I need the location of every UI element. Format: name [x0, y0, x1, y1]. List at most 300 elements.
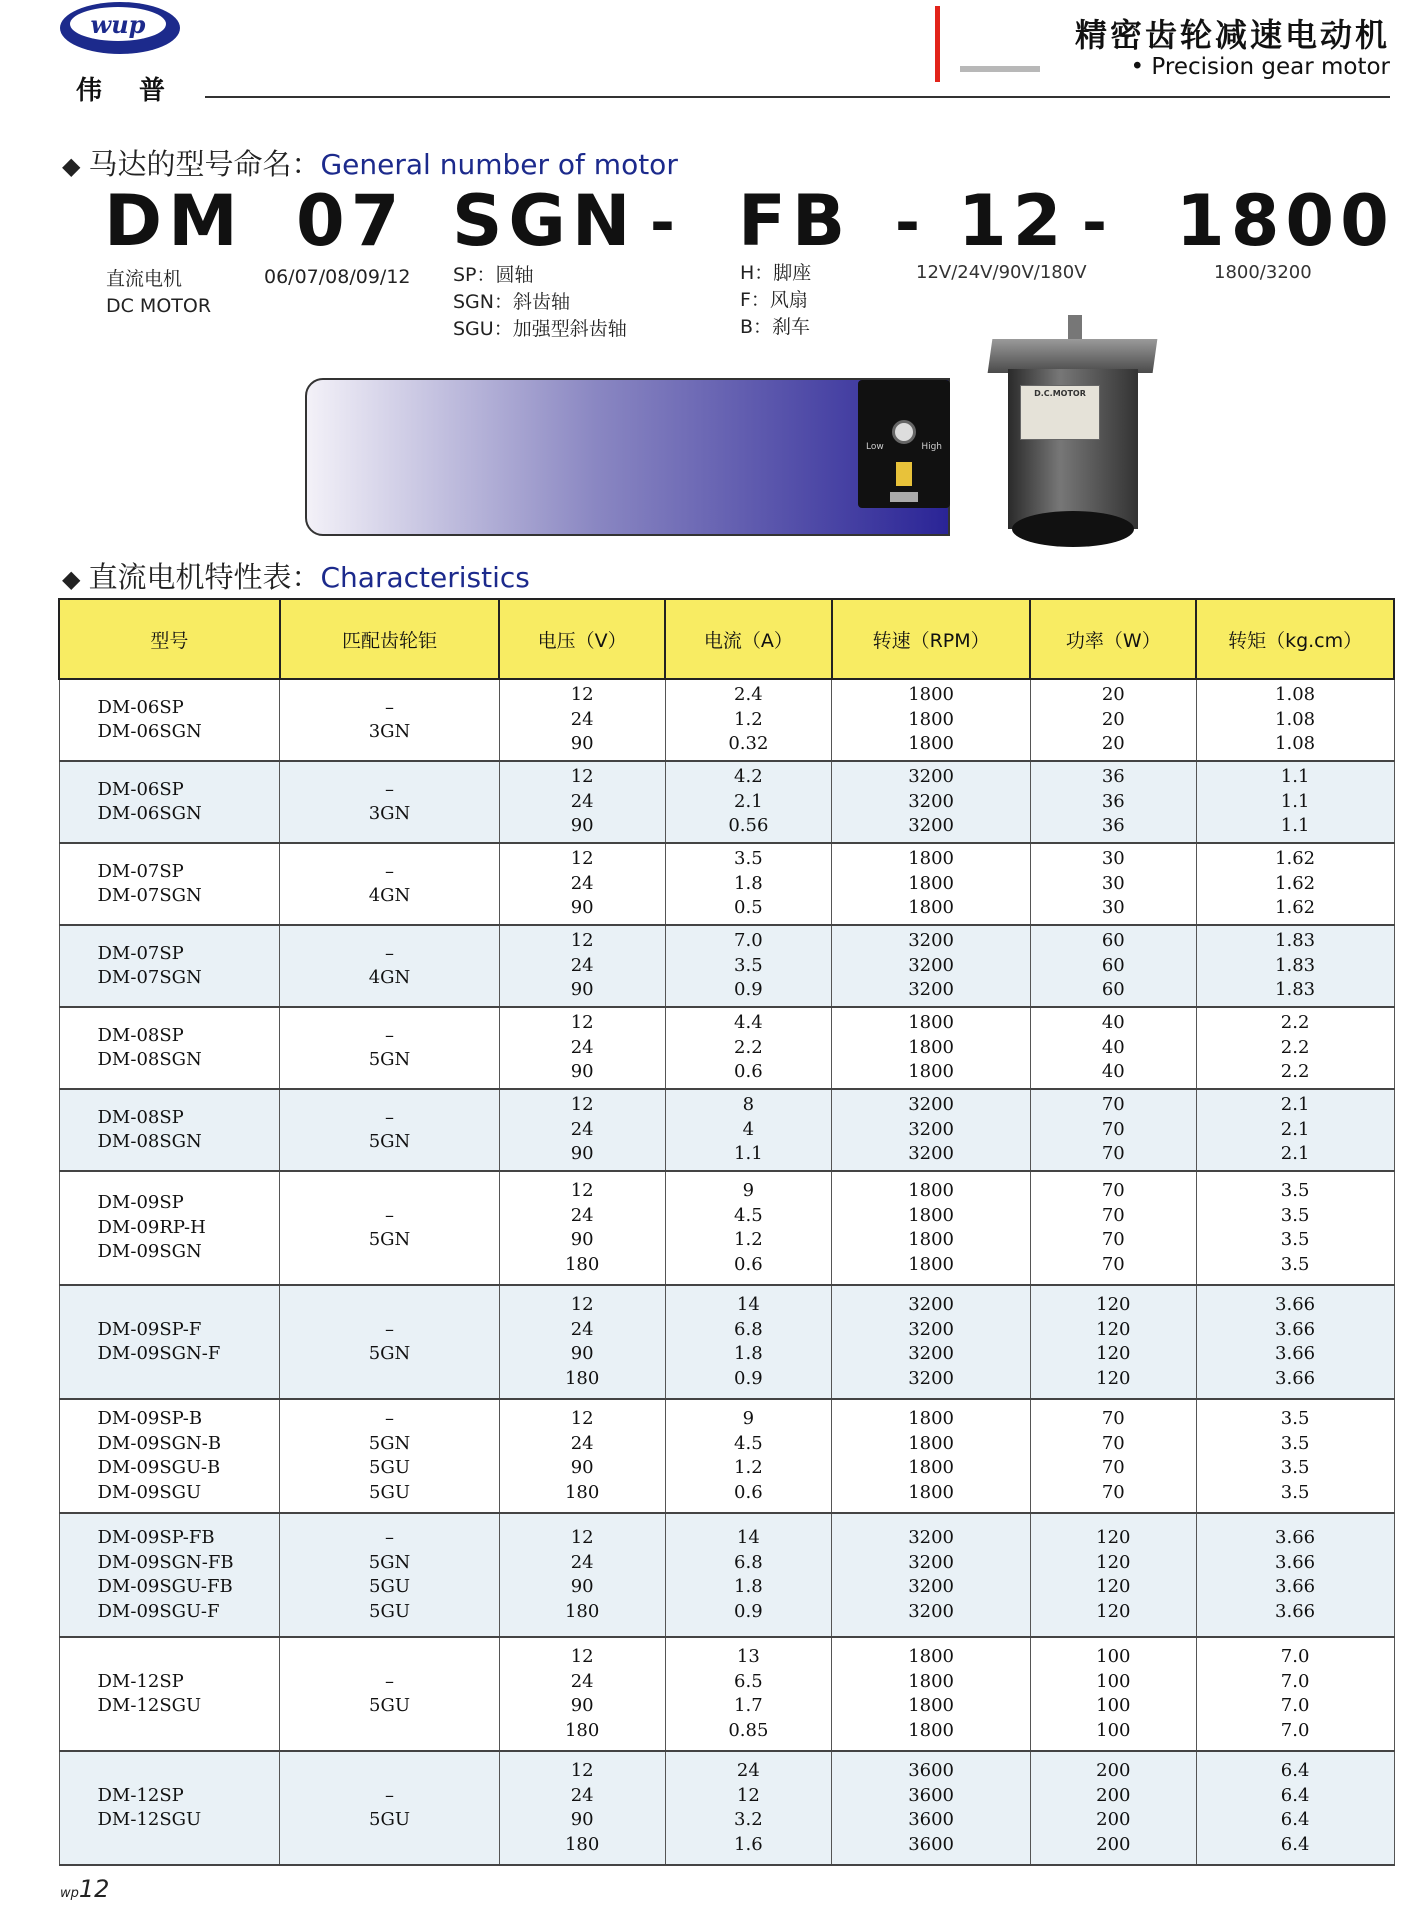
cell-gear [280, 925, 500, 1007]
cell-power [1030, 1171, 1196, 1285]
cell-value: 90 [570, 1576, 594, 1597]
cell-models [59, 1285, 280, 1399]
cell-power [1030, 761, 1196, 843]
characteristics-heading [62, 555, 530, 596]
cell-value: 24 [570, 1551, 594, 1573]
cell-value: 4.4 [734, 1012, 763, 1034]
cell-value: DM-09SGU-FB [97, 1576, 233, 1597]
cell-value: 12 [570, 848, 594, 870]
cell-value: 3.5 [1280, 1408, 1310, 1429]
code-separator: - [895, 188, 926, 258]
controller-switch [890, 492, 918, 502]
cell-current [665, 925, 832, 1007]
naming-heading-en: General number of motor [320, 148, 678, 181]
cell-current [665, 1399, 832, 1513]
cell-gear [280, 843, 500, 925]
header-gearbox: 匹配齿轮钜 [280, 599, 500, 679]
cell-value: 3200 [908, 979, 954, 1001]
cell-value: 3200 [908, 1551, 954, 1573]
desc-shaft-sgu: SGU：加强型斜齿轴 [453, 318, 627, 340]
cell-voltage [499, 1513, 665, 1637]
cell-value: 90 [570, 1695, 594, 1716]
header-torque: 转矩（kg.cm） [1196, 599, 1394, 679]
code-separator: - [1082, 188, 1113, 258]
cell-value: DM-09SGU [97, 1481, 202, 1503]
cell-value: 14 [736, 1527, 760, 1548]
cell-models [59, 1513, 280, 1637]
cell-value: 70 [1101, 1253, 1125, 1275]
cell-value: 70 [1101, 1432, 1125, 1454]
cell-current [665, 843, 832, 925]
cell-value: 120 [1096, 1551, 1131, 1573]
cell-value: DM-08SP [97, 1106, 184, 1128]
cell-power [1030, 1089, 1196, 1171]
cell-value: 3.66 [1275, 1318, 1316, 1340]
cell-models [59, 925, 280, 1007]
cell-value: 90 [570, 1143, 594, 1165]
cell-value: 30 [1101, 897, 1125, 919]
cell-value: 2.2 [734, 1036, 763, 1058]
cell-value: 6.4 [1280, 1833, 1310, 1855]
cell-value: 24 [736, 1760, 760, 1781]
cell-models [59, 761, 280, 843]
cell-value: 3600 [908, 1833, 954, 1855]
cell-value: 200 [1096, 1809, 1131, 1830]
gear-value: 5GU [369, 1600, 411, 1622]
cell-value: 180 [564, 1719, 600, 1741]
cell-value: 3600 [908, 1784, 954, 1806]
desc-sizes: 06/07/08/09/12 [264, 266, 411, 288]
cell-voltage [499, 761, 665, 843]
cell-value: 12 [570, 1180, 594, 1201]
cell-current [665, 1171, 832, 1285]
cell-value: 3.66 [1275, 1576, 1316, 1597]
cell-value: 2.4 [734, 684, 763, 706]
cell-value: 24 [570, 872, 594, 894]
cell-value: DM-06SP [97, 778, 184, 800]
desc-shaft-sgn: SGN：斜齿轴 [453, 291, 570, 313]
cell-value: 1800 [908, 733, 954, 755]
desc-options [740, 260, 811, 341]
cell-rpm [832, 1089, 1031, 1171]
cell-value: 70 [1101, 1408, 1125, 1429]
cell-torque [1196, 843, 1394, 925]
gear-value: 5GN [368, 1432, 411, 1454]
cell-rpm [832, 1513, 1031, 1637]
cell-value: 120 [1096, 1318, 1131, 1340]
cell-torque [1196, 1089, 1394, 1171]
cell-value: 1800 [908, 872, 954, 894]
cell-value: 7.0 [1280, 1719, 1310, 1741]
gear-mark-icon: – [385, 778, 395, 800]
cell-value: DM-09SP-F [97, 1318, 202, 1340]
desc-shaft-sp: SP：圆轴 [453, 264, 534, 286]
cell-value: 3.2 [734, 1809, 763, 1830]
cell-value: DM-08SP [97, 1024, 184, 1046]
cell-value: 180 [564, 1481, 600, 1503]
cell-torque [1196, 1751, 1394, 1865]
cell-value: 1.83 [1275, 979, 1316, 1001]
cell-value: 90 [570, 1343, 594, 1364]
desc-dc-motor [106, 266, 211, 320]
brand-name: 伟 普 [76, 76, 180, 106]
cell-value: 1800 [908, 1432, 954, 1454]
cell-value: 1.8 [734, 1343, 763, 1364]
gear-mark-icon: – [385, 1106, 395, 1128]
code-part-speed: 1800 [1176, 180, 1395, 262]
cell-value: 0.32 [728, 733, 769, 755]
cell-value: 7.0 [1280, 1670, 1310, 1692]
header-current: 电流（A） [665, 599, 832, 679]
cell-value: 120 [1096, 1343, 1131, 1364]
cell-value: 3200 [908, 930, 954, 952]
page-title-en: • Precision gear motor [1130, 54, 1390, 80]
cell-value: 6.8 [734, 1318, 763, 1340]
cell-power [1030, 1285, 1196, 1399]
cell-value: 100 [1096, 1695, 1131, 1716]
cell-value: 20 [1101, 684, 1125, 706]
cell-torque [1196, 679, 1394, 761]
controller-knob-icon [892, 420, 916, 444]
cell-models [59, 1171, 280, 1285]
cell-value: DM-07SGN [97, 885, 202, 906]
cell-rpm [832, 1399, 1031, 1513]
header-voltage: 电压（V） [499, 599, 665, 679]
cell-power [1030, 1751, 1196, 1865]
cell-value: 3.66 [1275, 1527, 1316, 1548]
table-row [59, 1171, 1394, 1285]
table-row [59, 843, 1394, 925]
cell-models [59, 1089, 280, 1171]
cell-models [59, 1399, 280, 1513]
cell-value: 1800 [908, 1481, 954, 1503]
gradient-banner [305, 378, 950, 536]
cell-value: 1.2 [734, 1457, 763, 1478]
cell-value: 1800 [908, 1408, 954, 1429]
cell-value: 1800 [908, 1253, 954, 1275]
gear-value: 5GU [369, 1809, 411, 1830]
cell-value: 6.4 [1280, 1784, 1310, 1806]
cell-value: 200 [1096, 1760, 1131, 1781]
cell-value: 12 [570, 684, 594, 706]
cell-value: 90 [570, 815, 594, 837]
cell-value: 200 [1096, 1784, 1131, 1806]
cell-value: DM-12SP [97, 1784, 184, 1806]
motor-flange [988, 339, 1158, 373]
cell-value: DM-09SP-FB [97, 1527, 215, 1548]
table-body [59, 679, 1394, 1865]
code-part-option: FB [738, 180, 852, 262]
cell-value: 0.9 [734, 1600, 763, 1622]
cell-gear [280, 679, 500, 761]
cell-models [59, 1637, 280, 1751]
naming-heading [62, 142, 678, 183]
cell-voltage [499, 1089, 665, 1171]
cell-value: 2.2 [1280, 1036, 1310, 1058]
cell-value: 13 [736, 1646, 760, 1667]
cell-rpm [832, 761, 1031, 843]
cell-value: DM-12SGU [97, 1809, 202, 1830]
cell-value: 120 [1096, 1576, 1131, 1597]
table-row [59, 761, 1394, 843]
cell-models [59, 1751, 280, 1865]
cell-value: 1.7 [734, 1695, 763, 1716]
table-row [59, 1399, 1394, 1513]
table-row [59, 1007, 1394, 1089]
gear-value: 5GU [369, 1695, 411, 1716]
cell-value: 12 [570, 1527, 594, 1548]
table-row [59, 1751, 1394, 1865]
cell-value: 0.5 [734, 897, 763, 919]
cell-models [59, 679, 280, 761]
cell-value: 24 [570, 1784, 594, 1806]
cell-value: 3200 [908, 1343, 954, 1364]
cell-value: 180 [564, 1253, 600, 1275]
gear-value: 5GN [368, 1343, 411, 1364]
gear-mark-icon: – [385, 1318, 395, 1340]
cell-value: DM-12SP [97, 1670, 184, 1692]
cell-value: 1800 [908, 1695, 954, 1716]
cell-power [1030, 679, 1196, 761]
cell-value: 6.5 [734, 1670, 763, 1692]
cell-value: 1800 [908, 897, 954, 919]
cell-value: 70 [1101, 1118, 1125, 1140]
controller-slot [896, 462, 912, 486]
cell-value: 2.1 [734, 790, 763, 812]
cell-value: 20 [1101, 733, 1125, 755]
cell-value: 1.62 [1275, 872, 1316, 894]
cell-value: 1800 [908, 1204, 954, 1226]
cell-power [1030, 1513, 1196, 1637]
cell-value: DM-09RP-H [97, 1216, 206, 1238]
cell-value: 1.1 [1280, 815, 1310, 837]
cell-value: 0.56 [728, 815, 769, 837]
cell-gear [280, 761, 500, 843]
cell-power [1030, 1637, 1196, 1751]
cell-gear [280, 1089, 500, 1171]
cell-value: 70 [1101, 1204, 1125, 1226]
cell-value: 3.5 [734, 848, 763, 870]
cell-value: 120 [1096, 1527, 1131, 1548]
cell-value: 14 [736, 1294, 760, 1315]
cell-value: DM-09SGN-FB [97, 1551, 234, 1573]
cell-value: 24 [570, 1318, 594, 1340]
cell-value: 1.8 [734, 1576, 763, 1597]
cell-value: 3600 [908, 1809, 954, 1830]
cell-value: 1.8 [734, 872, 763, 894]
cell-value: 3.5 [1280, 1180, 1310, 1201]
table-row [59, 679, 1394, 761]
cell-value: 1.83 [1275, 930, 1316, 952]
cell-value: 3200 [908, 1143, 954, 1165]
cell-value: 60 [1101, 979, 1125, 1001]
cell-value: 70 [1101, 1094, 1125, 1116]
code-part-size: 07 [296, 180, 406, 262]
cell-value: 100 [1096, 1646, 1131, 1667]
cell-value: 3.5 [1280, 1432, 1310, 1454]
cell-value: 24 [570, 1670, 594, 1692]
cell-value: 12 [570, 1760, 594, 1781]
cell-current [665, 1007, 832, 1089]
cell-voltage [499, 1171, 665, 1285]
characteristics-heading-en: Characteristics [320, 561, 530, 594]
gear-value: 5GU [369, 1481, 411, 1503]
cell-value: 0.6 [734, 1253, 763, 1275]
gear-value: 5GU [369, 1457, 411, 1478]
cell-value: 7.0 [1280, 1646, 1310, 1667]
cell-value: 3200 [908, 1527, 954, 1548]
gear-mark-icon: – [385, 1024, 395, 1046]
cell-current [665, 1513, 832, 1637]
cell-torque [1196, 1285, 1394, 1399]
cell-value: 3200 [908, 1118, 954, 1140]
cell-value: 90 [570, 1061, 594, 1083]
gear-mark-icon: – [385, 696, 395, 718]
cell-value: 6.4 [1280, 1809, 1310, 1830]
cell-value: 1800 [908, 848, 954, 870]
cell-value: 36 [1101, 815, 1125, 837]
cell-value: 1800 [908, 1180, 954, 1201]
cell-value: 1800 [908, 1229, 954, 1250]
cell-value: 9 [742, 1180, 755, 1201]
header-accent-bar [935, 6, 940, 82]
cell-value: 3.66 [1275, 1600, 1316, 1622]
naming-heading-cn: 马达的型号命名： [88, 147, 321, 181]
cell-value: 3200 [908, 1094, 954, 1116]
cell-value: 120 [1096, 1367, 1131, 1389]
cell-value: 3.5 [1280, 1229, 1310, 1250]
cell-value: 1.1 [734, 1143, 763, 1165]
cell-torque [1196, 761, 1394, 843]
cell-value: DM-07SP [97, 860, 184, 882]
cell-value: 2.1 [1280, 1094, 1310, 1116]
cell-voltage [499, 679, 665, 761]
cell-value: 12 [570, 1094, 594, 1116]
cell-value: 70 [1101, 1229, 1125, 1250]
gear-value: 4GN [368, 967, 411, 988]
cell-value: 1.08 [1275, 733, 1316, 755]
cell-value: 90 [570, 979, 594, 1001]
cell-value: DM-12SGU [97, 1695, 202, 1716]
cell-torque [1196, 1007, 1394, 1089]
diamond-bullet-icon: ◆ [62, 152, 81, 180]
cell-value: 24 [570, 1432, 594, 1454]
gear-value: 5GN [368, 1229, 411, 1250]
cell-value: 3.5 [1280, 1204, 1310, 1226]
cell-value: 200 [1096, 1833, 1131, 1855]
cell-value: 2.2 [1280, 1012, 1310, 1034]
cell-value: 1.62 [1275, 848, 1316, 870]
cell-value: DM-06SGN [97, 803, 202, 824]
cell-value: 1.83 [1275, 954, 1316, 976]
cell-value: 0.85 [728, 1719, 769, 1741]
gear-value: 4GN [368, 885, 411, 906]
gear-mark-icon: – [385, 860, 395, 882]
cell-value: 4 [742, 1118, 755, 1140]
cell-rpm [832, 679, 1031, 761]
gear-value: 3GN [368, 803, 411, 824]
controller-low-label: Low [866, 442, 884, 452]
cell-value: 1800 [908, 684, 954, 706]
cell-rpm [832, 1171, 1031, 1285]
cell-gear [280, 1285, 500, 1399]
gear-value: 5GN [368, 1049, 411, 1070]
gear-mark-icon: – [385, 942, 395, 964]
cell-models [59, 843, 280, 925]
cell-value: 180 [564, 1367, 600, 1389]
cell-current [665, 1285, 832, 1399]
cell-value: DM-09SGN [97, 1241, 202, 1263]
cell-value: 90 [570, 1809, 594, 1830]
cell-value: 1.1 [1280, 790, 1310, 812]
table-header-row [59, 599, 1394, 679]
cell-value: 1800 [908, 1646, 954, 1667]
cell-value: 7.0 [734, 930, 763, 952]
cell-value: 70 [1101, 1457, 1125, 1478]
cell-value: 24 [570, 1036, 594, 1058]
code-separator: - [650, 188, 681, 258]
table-row [59, 1513, 1394, 1637]
cell-value: 1800 [908, 1061, 954, 1083]
cell-value: 3.66 [1275, 1367, 1316, 1389]
cell-value: 4.5 [734, 1204, 763, 1226]
desc-option-h: H：脚座 [740, 262, 812, 284]
gear-value: 3GN [368, 721, 411, 742]
cell-value: 180 [564, 1600, 600, 1622]
cell-value: 3200 [908, 1367, 954, 1389]
cell-value: 3200 [908, 1294, 954, 1315]
cell-voltage [499, 843, 665, 925]
cell-value: 2.1 [1280, 1118, 1310, 1140]
cell-value: 3200 [908, 1318, 954, 1340]
cell-value: 9 [742, 1408, 755, 1429]
cell-value: 12 [570, 1012, 594, 1034]
cell-value: 90 [570, 1229, 594, 1250]
desc-shaft-types [453, 262, 627, 343]
gear-mark-icon: – [385, 1204, 395, 1226]
header-model: 型号 [59, 599, 280, 679]
cell-value: 90 [570, 897, 594, 919]
cell-value: DM-08SGN [97, 1131, 202, 1152]
cell-value: 70 [1101, 1180, 1125, 1201]
cell-value: 100 [1096, 1670, 1131, 1692]
cell-current [665, 761, 832, 843]
cell-gear [280, 1751, 500, 1865]
cell-value: 24 [570, 790, 594, 812]
cell-value: 90 [570, 733, 594, 755]
cell-value: 70 [1101, 1481, 1125, 1503]
page-number-value: 12 [78, 1875, 110, 1903]
desc-voltages: 12V/24V/90V/180V [916, 262, 1087, 283]
cell-voltage [499, 1637, 665, 1751]
cell-value: 24 [570, 1118, 594, 1140]
gear-mark-icon: – [385, 1670, 395, 1692]
cell-value: 1800 [908, 708, 954, 730]
cell-value: 12 [570, 1646, 594, 1667]
characteristics-heading-cn: 直流电机特性表： [88, 560, 321, 594]
cell-rpm [832, 843, 1031, 925]
cell-value: 0.9 [734, 1367, 763, 1389]
cell-voltage [499, 1007, 665, 1089]
cell-value: 1800 [908, 1012, 954, 1034]
code-part-voltage: 12 [958, 180, 1068, 262]
header-speed: 转速（RPM） [832, 599, 1031, 679]
table-row [59, 1285, 1394, 1399]
page-prefix: wp [60, 1886, 79, 1901]
cell-gear [280, 1171, 500, 1285]
desc-dc-motor-en: DC MOTOR [106, 295, 212, 317]
cell-power [1030, 925, 1196, 1007]
